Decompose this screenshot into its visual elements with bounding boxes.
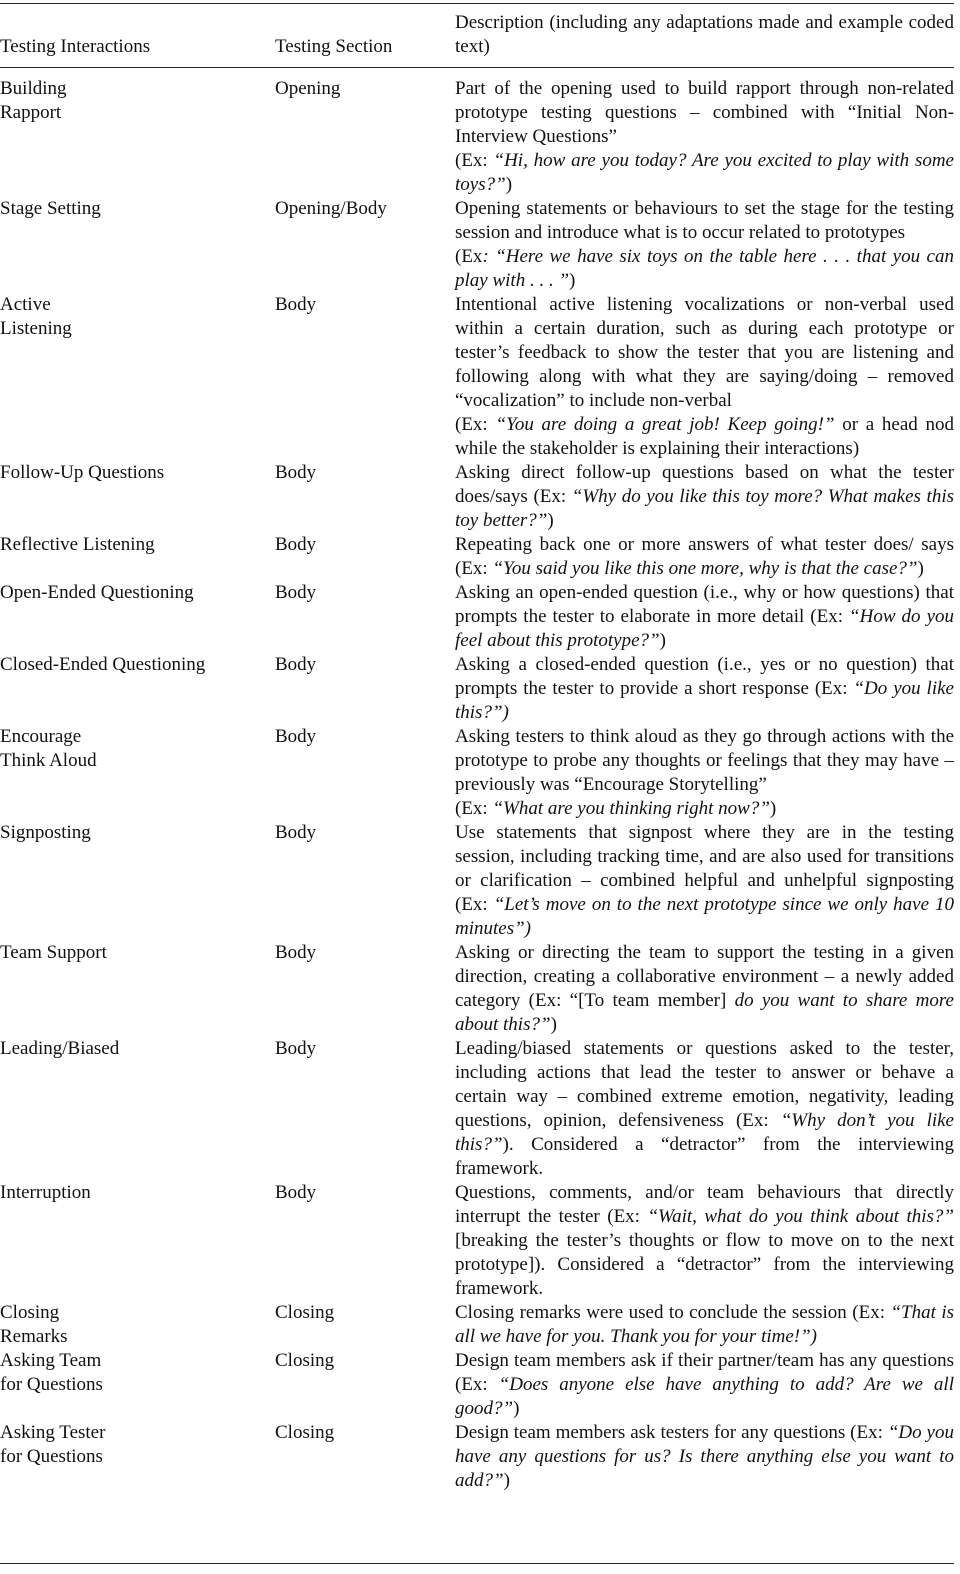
testing-interaction-cell: Signposting xyxy=(0,822,91,843)
description-cell xyxy=(455,725,954,821)
testing-section-cell: Body xyxy=(275,582,317,603)
table-row xyxy=(0,293,954,461)
description-cell xyxy=(455,293,954,461)
header-description: Description (including any adaptations made and example coded text) xyxy=(455,12,954,57)
testing-interaction-cell: Closing Remarks xyxy=(0,1302,68,1347)
description-text: Questions, comments, and/or team behaviours that directly interrupt the tester (Ex: xyxy=(455,1182,954,1227)
table-row xyxy=(0,77,954,197)
description-text: Asking an open-ended question (i.e., why or how questions) that prompts the tester to elaborate in more detail (Ex: xyxy=(455,582,954,627)
testing-section-cell: Body xyxy=(275,822,317,843)
description-cell xyxy=(455,1181,954,1301)
description-text: ) xyxy=(569,270,576,291)
description-cell xyxy=(455,197,954,293)
description-cell xyxy=(455,941,954,1037)
description-text: Opening statements or behaviours to set the stage for the testing session and introduce what is to occur related to prototypes xyxy=(455,198,954,243)
description-text: ). Considered a “detractor” from the interviewing framework. xyxy=(455,1134,954,1179)
testing-section-cell: Body xyxy=(275,1038,317,1059)
example-quote: “You said you like this one more, why is that the case?” xyxy=(492,558,918,579)
testing-interaction-cell: Stage Setting xyxy=(0,198,101,219)
table-header-row xyxy=(0,10,954,66)
testing-interaction-cell: Encourage Think Aloud xyxy=(0,726,97,771)
testing-interaction-cell: Building Rapport xyxy=(0,78,67,123)
table-top-rule xyxy=(0,3,954,4)
example-quote: “Does anyone else have anything to add? Are we all good?” xyxy=(455,1374,954,1419)
description-text: Intentional active listening vocalizations or non-verbal used within a certain duration, such as during each prototype or tester’s feedback to show the tester that you are listening and following along with what they are saying/doing – removed “vocalization” to include non-verbal xyxy=(455,294,954,411)
description-text: ) xyxy=(659,630,666,651)
example-quote: : “Here we have six toys on the table here . . . that you can play with . . . ” xyxy=(455,246,954,291)
description-text: Repeating back one or more answers of what tester does/ says (Ex: xyxy=(455,534,954,579)
testing-interaction-cell: Active Listening xyxy=(0,294,72,339)
table-row xyxy=(0,653,954,725)
description-text: Asking testers to think aloud as they go through actions with the prototype to probe any thoughts or feelings that they may have – previously was “Encourage Storytelling” xyxy=(455,726,954,795)
example-quote: do you want to share more about this?” xyxy=(455,990,954,1035)
description-text: Design team members ask testers for any questions (Ex: xyxy=(455,1422,888,1443)
testing-interaction-cell: Asking Tester for Questions xyxy=(0,1422,106,1467)
testing-section-cell: Body xyxy=(275,462,317,483)
testing-interaction-cell: Reflective Listening xyxy=(0,534,155,555)
description-text: ) xyxy=(503,1470,510,1491)
description-text: or a head nod while the stakeholder is explaining their interactions) xyxy=(455,414,954,459)
description-text: ) xyxy=(550,1014,557,1035)
testing-interaction-cell: Open-Ended Questioning xyxy=(0,582,194,603)
description-cell xyxy=(455,581,954,653)
description-text: (Ex: xyxy=(455,414,496,435)
description-cell xyxy=(455,1421,954,1493)
table-row xyxy=(0,725,954,821)
table-row xyxy=(0,581,954,653)
description-text: ) xyxy=(547,510,554,531)
description-cell xyxy=(455,1037,954,1181)
table-row xyxy=(0,1181,954,1301)
table-row xyxy=(0,197,954,293)
description-text: ) xyxy=(769,798,777,819)
description-text: Closing remarks were used to conclude the session (Ex: xyxy=(455,1302,891,1323)
description-cell xyxy=(455,533,954,581)
description-cell xyxy=(455,77,954,197)
example-quote: “What are you thinking right now?” xyxy=(492,798,770,819)
table-row xyxy=(0,1349,954,1421)
testing-section-cell: Body xyxy=(275,294,317,315)
testing-section-cell: Closing xyxy=(275,1422,335,1443)
table-bottom-rule xyxy=(0,1563,954,1564)
table-row xyxy=(0,533,954,581)
testing-section-cell: Body xyxy=(275,1182,317,1203)
description-text: Asking a closed-ended question (i.e., yes or no question) that prompts the tester to provide a short response (Ex: xyxy=(455,654,954,699)
testing-section-cell: Body xyxy=(275,654,317,675)
example-quote: “That is all we have for you. Thank you for your time!”) xyxy=(455,1302,955,1347)
description-cell xyxy=(455,1301,954,1349)
description-cell xyxy=(455,653,954,725)
example-quote: “Hi, how are you today? Are you excited to play with some toys?” xyxy=(455,150,954,195)
description-text: Part of the opening used to build rapport through non-related prototype testing questions – combined with “Initial Non-Interview Questions” xyxy=(455,78,954,147)
description-text: ) xyxy=(513,1398,520,1419)
testing-section-cell: Opening/Body xyxy=(275,198,387,219)
example-quote: “Do you have any questions for us? Is there anything else you want to add?” xyxy=(455,1422,954,1491)
example-quote: “Wait, what do you think about this?” xyxy=(647,1206,954,1227)
example-quote: “Why do you like this toy more? What makes this toy better?” xyxy=(455,486,954,531)
table-row xyxy=(0,1037,954,1181)
description-cell xyxy=(455,1349,954,1421)
description-text: (Ex xyxy=(455,246,483,267)
description-text: ) xyxy=(505,174,513,195)
description-text: ) xyxy=(917,558,924,579)
table-header-rule xyxy=(0,67,954,68)
example-quote: “Why don’t you like this?” xyxy=(455,1110,954,1155)
testing-interaction-cell: Follow-Up Questions xyxy=(0,462,165,483)
description-text: (Ex: xyxy=(455,798,493,819)
description-text: Use statements that signpost where they are in the testing session, including tracking time, and are also used for transitions or clarification – combined helpful and unhelpful signposting (Ex: xyxy=(455,822,954,915)
testing-section-cell: Body xyxy=(275,942,317,963)
description-text: Design team members ask if their partner/team has any questions (Ex: xyxy=(455,1350,954,1395)
example-quote: “How do you feel about this prototype?” xyxy=(455,606,955,651)
description-text: Asking direct follow-up questions based on what the tester does/says (Ex: xyxy=(455,462,954,507)
table-row xyxy=(0,1421,954,1493)
table-row xyxy=(0,461,954,533)
header-testing-interactions: Testing Interactions xyxy=(0,36,151,57)
testing-interaction-cell: Team Support xyxy=(0,942,107,963)
testing-section-cell: Closing xyxy=(275,1350,335,1371)
testing-section-cell: Body xyxy=(275,534,317,555)
table-row xyxy=(0,941,954,1037)
testing-interaction-cell: Closed-Ended Questioning xyxy=(0,654,206,675)
testing-interaction-cell: Asking Team for Questions xyxy=(0,1350,103,1395)
testing-interaction-cell: Leading/Biased xyxy=(0,1038,120,1059)
example-quote: “Do you like this?”) xyxy=(455,678,954,723)
table-body xyxy=(0,77,954,1493)
header-testing-section: Testing Section xyxy=(275,36,393,57)
description-cell xyxy=(455,821,954,941)
testing-section-cell: Body xyxy=(275,726,317,747)
testing-section-cell: Opening xyxy=(275,78,341,99)
description-text: [breaking the tester’s thoughts or flow to move on to the next prototype]). Considered a “detractor” from the interviewing framework. xyxy=(455,1230,954,1299)
description-text: (Ex: xyxy=(455,150,494,171)
table-row xyxy=(0,821,954,941)
table-row xyxy=(0,1301,954,1349)
testing-interaction-cell: Interruption xyxy=(0,1182,91,1203)
description-text: Asking or directing the team to support the testing in a given direction, creating a collaborative environment – a newly added category (Ex: “[To team member] xyxy=(455,942,954,1011)
description-cell xyxy=(455,461,954,533)
example-quote: “You are doing a great job! Keep going!” xyxy=(495,414,835,435)
testing-section-cell: Closing xyxy=(275,1302,335,1323)
example-quote: “Let’s move on to the next prototype since we only have 10 minutes”) xyxy=(455,894,954,939)
description-text: Leading/biased statements or questions asked to the tester, including actions that lead the tester to answer or behave a certain way – combined extreme emotion, negativity, leading questions, opinion, defensiveness (Ex: xyxy=(455,1038,954,1131)
